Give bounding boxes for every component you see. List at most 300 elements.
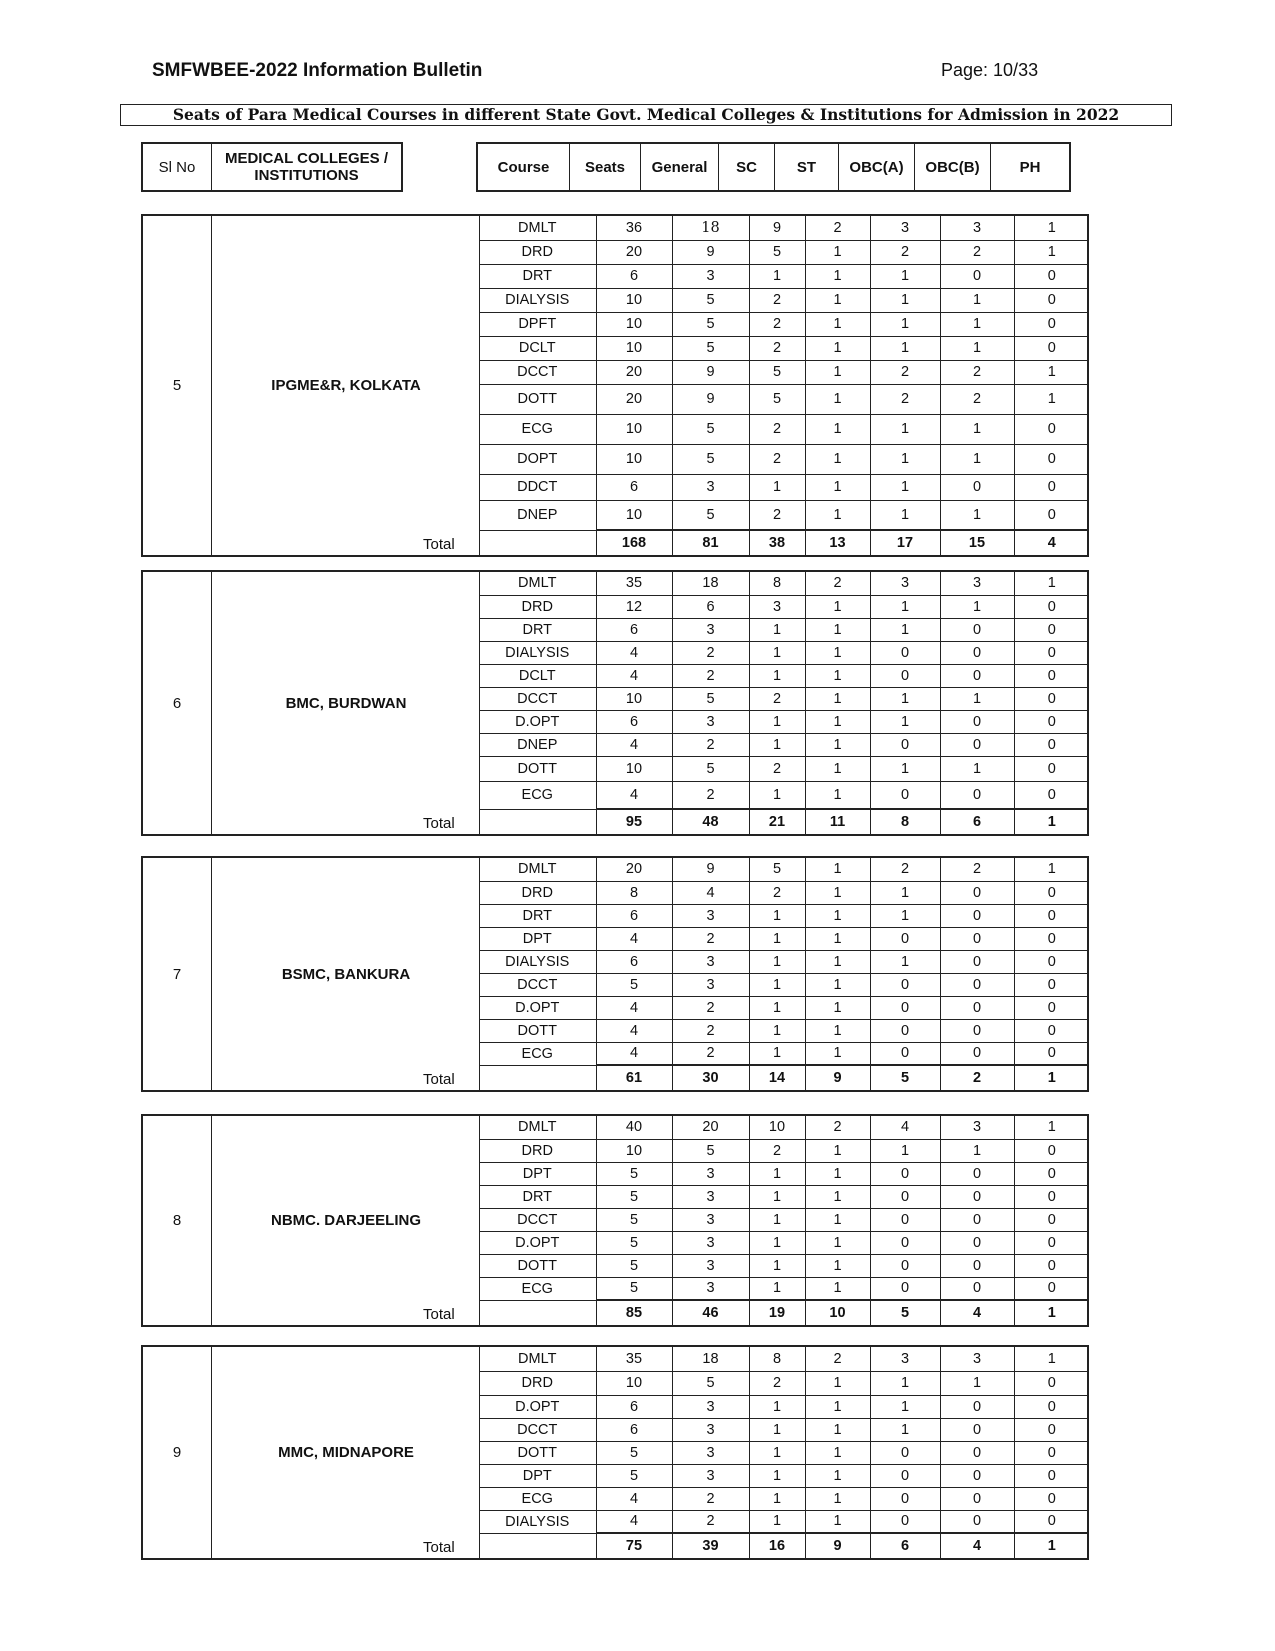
sc-cell: 2	[749, 756, 805, 781]
obc-a-cell: 0	[870, 781, 940, 809]
total-sc-cell: 19	[749, 1300, 805, 1325]
st-cell: 1	[805, 1231, 870, 1254]
course-cell: DPT	[479, 1162, 596, 1185]
st-cell: 1	[805, 881, 870, 904]
st-cell: 1	[805, 1510, 870, 1533]
ph-cell: 0	[1014, 641, 1089, 664]
obc-a-cell: 2	[870, 858, 940, 881]
course-cell: D.OPT	[479, 1395, 596, 1418]
table-row	[479, 996, 1089, 1019]
general-cell: 3	[672, 1231, 749, 1254]
st-cell: 1	[805, 1371, 870, 1395]
obc-a-cell: 1	[870, 1418, 940, 1441]
obc-b-cell: 1	[940, 414, 1014, 444]
sc-cell: 5	[749, 384, 805, 414]
course-cell: DRT	[479, 264, 596, 288]
total-course-cell	[479, 1300, 596, 1325]
st-cell: 1	[805, 312, 870, 336]
total-obc-b-cell: 4	[940, 1533, 1014, 1558]
sc-cell: 1	[749, 996, 805, 1019]
obc-a-cell: 0	[870, 664, 940, 687]
seats-cell: 10	[596, 444, 672, 474]
header-obc-b: OBC(B)	[915, 144, 991, 190]
ph-cell: 0	[1014, 1510, 1089, 1533]
general-cell: 3	[672, 1185, 749, 1208]
institution-block	[141, 214, 1089, 557]
sc-cell: 1	[749, 1042, 805, 1065]
ph-cell: 0	[1014, 474, 1089, 500]
total-obc-a-cell: 5	[870, 1300, 940, 1325]
seats-cell: 10	[596, 687, 672, 710]
obc-a-cell: 1	[870, 756, 940, 781]
seats-cell: 35	[596, 572, 672, 595]
st-cell: 1	[805, 414, 870, 444]
total-obc-a-cell: 17	[870, 530, 940, 555]
obc-b-cell: 0	[940, 474, 1014, 500]
ph-cell: 1	[1014, 360, 1089, 384]
obc-a-cell: 1	[870, 904, 940, 927]
st-cell: 1	[805, 500, 870, 530]
table-row	[479, 1277, 1089, 1300]
sl-no-cell: 5	[143, 216, 212, 555]
course-cell: DCCT	[479, 360, 596, 384]
ph-cell: 0	[1014, 288, 1089, 312]
course-cell: DCCT	[479, 687, 596, 710]
seats-cell: 10	[596, 500, 672, 530]
table-row	[479, 927, 1089, 950]
ph-cell: 0	[1014, 264, 1089, 288]
total-general-cell: 39	[672, 1533, 749, 1558]
st-cell: 1	[805, 1487, 870, 1510]
sc-cell: 1	[749, 1418, 805, 1441]
general-cell: 2	[672, 996, 749, 1019]
obc-b-cell: 1	[940, 595, 1014, 618]
seats-cell: 20	[596, 360, 672, 384]
header-right-box	[476, 142, 1071, 192]
obc-a-cell: 0	[870, 1185, 940, 1208]
total-label: Total	[423, 1071, 455, 1088]
obc-a-cell: 0	[870, 1162, 940, 1185]
ph-cell: 0	[1014, 1395, 1089, 1418]
sc-cell: 1	[749, 1231, 805, 1254]
st-cell: 1	[805, 1208, 870, 1231]
total-obc-b-cell: 4	[940, 1300, 1014, 1325]
st-cell: 1	[805, 1395, 870, 1418]
obc-a-cell: 1	[870, 288, 940, 312]
st-cell: 1	[805, 781, 870, 809]
table-row	[479, 950, 1089, 973]
seats-cell: 6	[596, 950, 672, 973]
st-cell: 1	[805, 756, 870, 781]
obc-b-cell: 0	[940, 1208, 1014, 1231]
obc-b-cell: 1	[940, 1139, 1014, 1162]
general-cell: 5	[672, 1139, 749, 1162]
table-row	[479, 1487, 1089, 1510]
total-sc-cell: 16	[749, 1533, 805, 1558]
st-cell: 1	[805, 641, 870, 664]
st-cell: 1	[805, 288, 870, 312]
seats-cell: 20	[596, 858, 672, 881]
institution-name: NBMC. DARJEELING	[270, 1212, 421, 1229]
sc-cell: 1	[749, 618, 805, 641]
header-st: ST	[775, 144, 839, 190]
course-cell: DPFT	[479, 312, 596, 336]
sc-cell: 9	[749, 216, 805, 240]
total-row	[479, 809, 1089, 834]
general-cell: 3	[672, 264, 749, 288]
sc-cell: 2	[749, 288, 805, 312]
sc-cell: 2	[749, 500, 805, 530]
course-cell: DCLT	[479, 336, 596, 360]
ph-cell: 0	[1014, 950, 1089, 973]
table-row	[479, 1418, 1089, 1441]
st-cell: 1	[805, 1464, 870, 1487]
ph-cell: 0	[1014, 756, 1089, 781]
course-cell: DOTT	[479, 756, 596, 781]
seats-cell: 5	[596, 1441, 672, 1464]
total-general-cell: 81	[672, 530, 749, 555]
course-cell: DDCT	[479, 474, 596, 500]
ph-cell: 0	[1014, 927, 1089, 950]
institution-block	[141, 1345, 1089, 1560]
table-row	[479, 216, 1089, 240]
sc-cell: 1	[749, 781, 805, 809]
course-cell: DOTT	[479, 384, 596, 414]
general-cell: 5	[672, 756, 749, 781]
total-seats-cell: 168	[596, 530, 672, 555]
seats-cell: 4	[596, 1510, 672, 1533]
course-cell: DPT	[479, 1464, 596, 1487]
seats-cell: 10	[596, 414, 672, 444]
obc-b-cell: 0	[940, 1231, 1014, 1254]
course-seat-table	[479, 572, 1089, 834]
ph-cell: 1	[1014, 384, 1089, 414]
course-cell: DRD	[479, 240, 596, 264]
sc-cell: 1	[749, 1464, 805, 1487]
institution-name: BMC, BURDWAN	[285, 694, 407, 712]
institution-block	[141, 856, 1089, 1092]
st-cell: 1	[805, 240, 870, 264]
ph-cell: 1	[1014, 216, 1089, 240]
obc-a-cell: 0	[870, 1464, 940, 1487]
table-row	[479, 1371, 1089, 1395]
course-cell: DMLT	[479, 572, 596, 595]
obc-a-cell: 1	[870, 881, 940, 904]
table-row	[479, 733, 1089, 756]
seats-cell: 6	[596, 264, 672, 288]
general-cell: 2	[672, 733, 749, 756]
seats-cell: 5	[596, 973, 672, 996]
course-cell: ECG	[479, 1042, 596, 1065]
obc-a-cell: 0	[870, 1231, 940, 1254]
st-cell: 1	[805, 1162, 870, 1185]
seats-cell: 4	[596, 733, 672, 756]
institution-name: IPGME&R, KOLKATA	[271, 377, 421, 394]
obc-a-cell: 0	[870, 1487, 940, 1510]
st-cell: 1	[805, 996, 870, 1019]
total-st-cell: 10	[805, 1300, 870, 1325]
table-row	[479, 781, 1089, 809]
general-cell: 9	[672, 360, 749, 384]
table-row	[479, 973, 1089, 996]
ph-cell: 0	[1014, 1487, 1089, 1510]
seats-cell: 4	[596, 641, 672, 664]
general-cell: 2	[672, 781, 749, 809]
course-cell: ECG	[479, 414, 596, 444]
obc-a-cell: 0	[870, 641, 940, 664]
obc-b-cell: 0	[940, 1162, 1014, 1185]
general-cell: 5	[672, 1371, 749, 1395]
sc-cell: 10	[749, 1116, 805, 1139]
obc-b-cell: 0	[940, 618, 1014, 641]
table-row	[479, 474, 1089, 500]
obc-b-cell: 0	[940, 927, 1014, 950]
obc-b-cell: 0	[940, 641, 1014, 664]
general-cell: 9	[672, 858, 749, 881]
ph-cell: 0	[1014, 414, 1089, 444]
table-row	[479, 264, 1089, 288]
st-cell: 1	[805, 1185, 870, 1208]
obc-a-cell: 2	[870, 384, 940, 414]
sc-cell: 8	[749, 572, 805, 595]
sc-cell: 5	[749, 240, 805, 264]
table-row	[479, 858, 1089, 881]
sc-cell: 2	[749, 414, 805, 444]
course-cell: DOTT	[479, 1019, 596, 1042]
seats-cell: 6	[596, 904, 672, 927]
sc-cell: 2	[749, 444, 805, 474]
total-row	[479, 1300, 1089, 1325]
institution-block	[141, 570, 1089, 836]
total-general-cell: 30	[672, 1065, 749, 1090]
seats-cell: 8	[596, 881, 672, 904]
ph-cell: 0	[1014, 1371, 1089, 1395]
course-seat-table	[479, 1116, 1089, 1325]
st-cell: 1	[805, 904, 870, 927]
st-cell: 1	[805, 336, 870, 360]
header-institution: MEDICAL COLLEGES / INSTITUTIONS	[224, 150, 389, 184]
header-ph: PH	[1019, 158, 1041, 176]
table-row	[479, 1347, 1089, 1371]
table-row	[479, 595, 1089, 618]
st-cell: 1	[805, 264, 870, 288]
course-cell: DNEP	[479, 733, 596, 756]
seats-cell: 10	[596, 288, 672, 312]
obc-a-cell: 1	[870, 1371, 940, 1395]
general-cell: 3	[672, 1208, 749, 1231]
general-cell: 3	[672, 618, 749, 641]
ph-cell: 0	[1014, 973, 1089, 996]
sl-no-cell: 7	[143, 858, 212, 1090]
course-cell: DOTT	[479, 1441, 596, 1464]
obc-b-cell: 0	[940, 781, 1014, 809]
sc-cell: 1	[749, 1510, 805, 1533]
ph-cell: 1	[1014, 1347, 1089, 1371]
general-cell: 5	[672, 414, 749, 444]
table-row	[479, 1139, 1089, 1162]
st-cell: 1	[805, 595, 870, 618]
sl-no-cell: 8	[143, 1116, 212, 1325]
total-ph-cell: 4	[1014, 530, 1089, 555]
st-cell: 1	[805, 1441, 870, 1464]
sc-cell: 1	[749, 1254, 805, 1277]
table-row	[479, 641, 1089, 664]
obc-b-cell: 1	[940, 500, 1014, 530]
course-cell: D.OPT	[479, 1231, 596, 1254]
table-row	[479, 240, 1089, 264]
total-obc-b-cell: 2	[940, 1065, 1014, 1090]
obc-b-cell: 1	[940, 1371, 1014, 1395]
total-seats-cell: 95	[596, 809, 672, 834]
seats-cell: 4	[596, 996, 672, 1019]
obc-b-cell: 2	[940, 360, 1014, 384]
sc-cell: 1	[749, 1441, 805, 1464]
general-cell: 2	[672, 1510, 749, 1533]
seats-cell: 4	[596, 1042, 672, 1065]
obc-a-cell: 1	[870, 336, 940, 360]
ph-cell: 1	[1014, 858, 1089, 881]
seats-cell: 5	[596, 1185, 672, 1208]
sc-cell: 1	[749, 733, 805, 756]
total-course-cell	[479, 530, 596, 555]
sc-cell: 2	[749, 336, 805, 360]
obc-a-cell: 0	[870, 1019, 940, 1042]
general-cell: 20	[672, 1116, 749, 1139]
seats-cell: 5	[596, 1231, 672, 1254]
course-cell: ECG	[479, 1277, 596, 1300]
course-cell: D.OPT	[479, 710, 596, 733]
obc-a-cell: 1	[870, 687, 940, 710]
obc-b-cell: 1	[940, 687, 1014, 710]
ph-cell: 0	[1014, 1185, 1089, 1208]
table-row	[479, 1019, 1089, 1042]
obc-a-cell: 3	[870, 572, 940, 595]
obc-b-cell: 0	[940, 1277, 1014, 1300]
obc-b-cell: 0	[940, 1418, 1014, 1441]
ph-cell: 0	[1014, 1139, 1089, 1162]
seats-cell: 6	[596, 710, 672, 733]
general-cell: 18	[672, 572, 749, 595]
obc-a-cell: 0	[870, 733, 940, 756]
general-cell: 18	[672, 216, 749, 240]
general-cell: 3	[672, 904, 749, 927]
general-cell: 5	[672, 444, 749, 474]
total-row	[479, 1533, 1089, 1558]
general-cell: 3	[672, 474, 749, 500]
obc-b-cell: 2	[940, 384, 1014, 414]
general-cell: 3	[672, 710, 749, 733]
course-cell: DRT	[479, 1185, 596, 1208]
ph-cell: 0	[1014, 595, 1089, 618]
total-general-cell: 48	[672, 809, 749, 834]
course-cell: ECG	[479, 1487, 596, 1510]
course-cell: DPT	[479, 927, 596, 950]
sc-cell: 1	[749, 904, 805, 927]
course-cell: DCCT	[479, 1418, 596, 1441]
ph-cell: 0	[1014, 996, 1089, 1019]
general-cell: 3	[672, 1162, 749, 1185]
seats-cell: 10	[596, 1371, 672, 1395]
general-cell: 9	[672, 384, 749, 414]
obc-a-cell: 1	[870, 414, 940, 444]
st-cell: 2	[805, 1116, 870, 1139]
seats-cell: 5	[596, 1208, 672, 1231]
sc-cell: 5	[749, 858, 805, 881]
general-cell: 3	[672, 1441, 749, 1464]
obc-a-cell: 0	[870, 996, 940, 1019]
st-cell: 1	[805, 360, 870, 384]
seats-cell: 4	[596, 781, 672, 809]
general-cell: 3	[672, 950, 749, 973]
table-row	[479, 1441, 1089, 1464]
obc-b-cell: 1	[940, 336, 1014, 360]
course-cell: DIALYSIS	[479, 1510, 596, 1533]
sc-cell: 2	[749, 1139, 805, 1162]
table-row	[479, 756, 1089, 781]
obc-a-cell: 1	[870, 312, 940, 336]
table-row	[479, 1254, 1089, 1277]
total-course-cell	[479, 1065, 596, 1090]
ph-cell: 0	[1014, 1441, 1089, 1464]
obc-b-cell: 0	[940, 904, 1014, 927]
table-row	[479, 1185, 1089, 1208]
total-st-cell: 9	[805, 1533, 870, 1558]
table-banner: Seats of Para Medical Courses in different State Govt. Medical Colleges & Institutions for Admission in 2022	[120, 104, 1172, 126]
total-label: Total	[423, 536, 455, 553]
obc-a-cell: 0	[870, 1510, 940, 1533]
sc-cell: 1	[749, 1277, 805, 1300]
general-cell: 5	[672, 312, 749, 336]
st-cell: 2	[805, 572, 870, 595]
st-cell: 1	[805, 1418, 870, 1441]
table-row	[479, 1162, 1089, 1185]
course-cell: DRD	[479, 1371, 596, 1395]
seats-cell: 4	[596, 1019, 672, 1042]
table-row	[479, 500, 1089, 530]
total-obc-a-cell: 6	[870, 1533, 940, 1558]
table-row	[479, 414, 1089, 444]
st-cell: 1	[805, 1042, 870, 1065]
seats-cell: 20	[596, 384, 672, 414]
obc-b-cell: 2	[940, 858, 1014, 881]
header-sc: SC	[719, 144, 775, 190]
seats-cell: 5	[596, 1254, 672, 1277]
st-cell: 1	[805, 710, 870, 733]
table-row	[479, 444, 1089, 474]
ph-cell: 0	[1014, 1277, 1089, 1300]
obc-b-cell: 0	[940, 1254, 1014, 1277]
general-cell: 3	[672, 1254, 749, 1277]
page-number: Page: 10/33	[941, 60, 1039, 80]
st-cell: 1	[805, 973, 870, 996]
sc-cell: 1	[749, 1185, 805, 1208]
obc-b-cell: 0	[940, 1487, 1014, 1510]
table-row	[479, 1510, 1089, 1533]
st-cell: 1	[805, 1254, 870, 1277]
header-left-box	[141, 142, 403, 192]
total-st-cell: 13	[805, 530, 870, 555]
table-row	[479, 360, 1089, 384]
obc-a-cell: 0	[870, 927, 940, 950]
general-cell: 3	[672, 1395, 749, 1418]
total-st-cell: 11	[805, 809, 870, 834]
total-ph-cell: 1	[1014, 1300, 1089, 1325]
ph-cell: 0	[1014, 781, 1089, 809]
st-cell: 1	[805, 1019, 870, 1042]
obc-a-cell: 0	[870, 1441, 940, 1464]
total-st-cell: 9	[805, 1065, 870, 1090]
course-cell: DCLT	[479, 664, 596, 687]
